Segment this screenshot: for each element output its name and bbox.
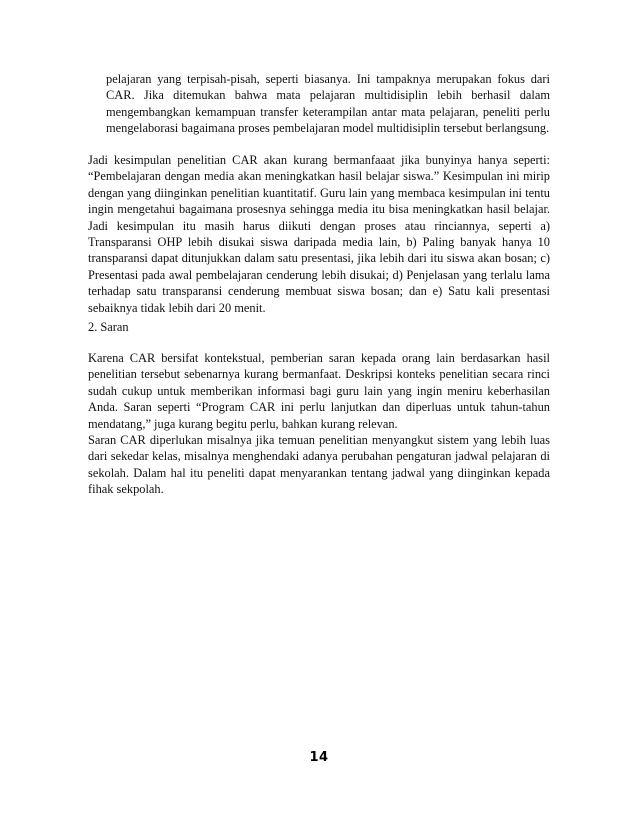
conclusion-paragraph: Jadi kesimpulan penelitian CAR akan kurang bermanfaaat jika bunyinya hanya seperti: “Pembelajaran dengan media akan meningkatkan hasil belajar siswa.” Kesimpulan ini mirip dengan yang diinginkan penelitian kuantitatif. Guru lain yang membaca kesimpulan ini tentu ingin mengetahui bagaimana prosesnya sehingga media itu bisa meningkatkan hasil belajar. Jadi kesimpulan itu masih harus diikuti dengan proses atau rinciannya, seperti a) Transparansi OHP lebih disukai siswa daripada media lain, b) Paling banyak hanya 10 transparansi dapat ditunjukkan dalam satu presentasi, jika lebih dari itu siswa akan bosan; c) Presentasi pada awal pembelajaran cenderung lebih disukai; d) Penjelasan yang terlalu lama terhadap satu transparansi cenderung membuat siswa bosan; dan e) Satu kali presentasi sebaiknya tidak lebih dari 20 menit. bbox=[88, 153, 550, 315]
page-number: 14 bbox=[309, 750, 329, 765]
saran-paragraph-1: Karena CAR bersifat kontekstual, pemberian saran kepada orang lain berdasarkan hasil penelitian tersebut sebenarnya kurang bermanfaat. Deskripsi konteks penelitian secara rinci sudah cukup untuk memberikan informasi bagi guru lain yang ingin meniru keberhasilan Anda. Saran seperti “Program CAR ini perlu lanjutkan dan diperluas untuk tahun-tahun mendatang,” juga kurang begitu perlu, bahkan kurang relevan. bbox=[88, 351, 550, 431]
indented-paragraph: pelajaran yang terpisah-pisah, seperti biasanya. Ini tampaknya merupakan fokus dari CAR. Jika ditemukan bahwa mata pelajaran multidisiplin lebih berhasil dalam mengembangkan kemampuan transfer keterampilan antar mata pelajaran, peneliti perlu mengelaborasi bagaimana proses pembelajaran model multidisiplin tersebut berlangsung. bbox=[106, 72, 550, 136]
saran-paragraph-2: Saran CAR diperlukan misalnya jika temuan penelitian menyangkut sistem yang lebih luas dari sekedar kelas, misalnya menghendaki adanya perubahan pengaturan jadwal pelajaran di sekolah. Dalam hal itu peneliti dapat menyarankan tentang jadwal yang diinginkan kepada fihak sekpolah. bbox=[88, 433, 550, 497]
section-heading: 2. Saran bbox=[88, 320, 129, 334]
